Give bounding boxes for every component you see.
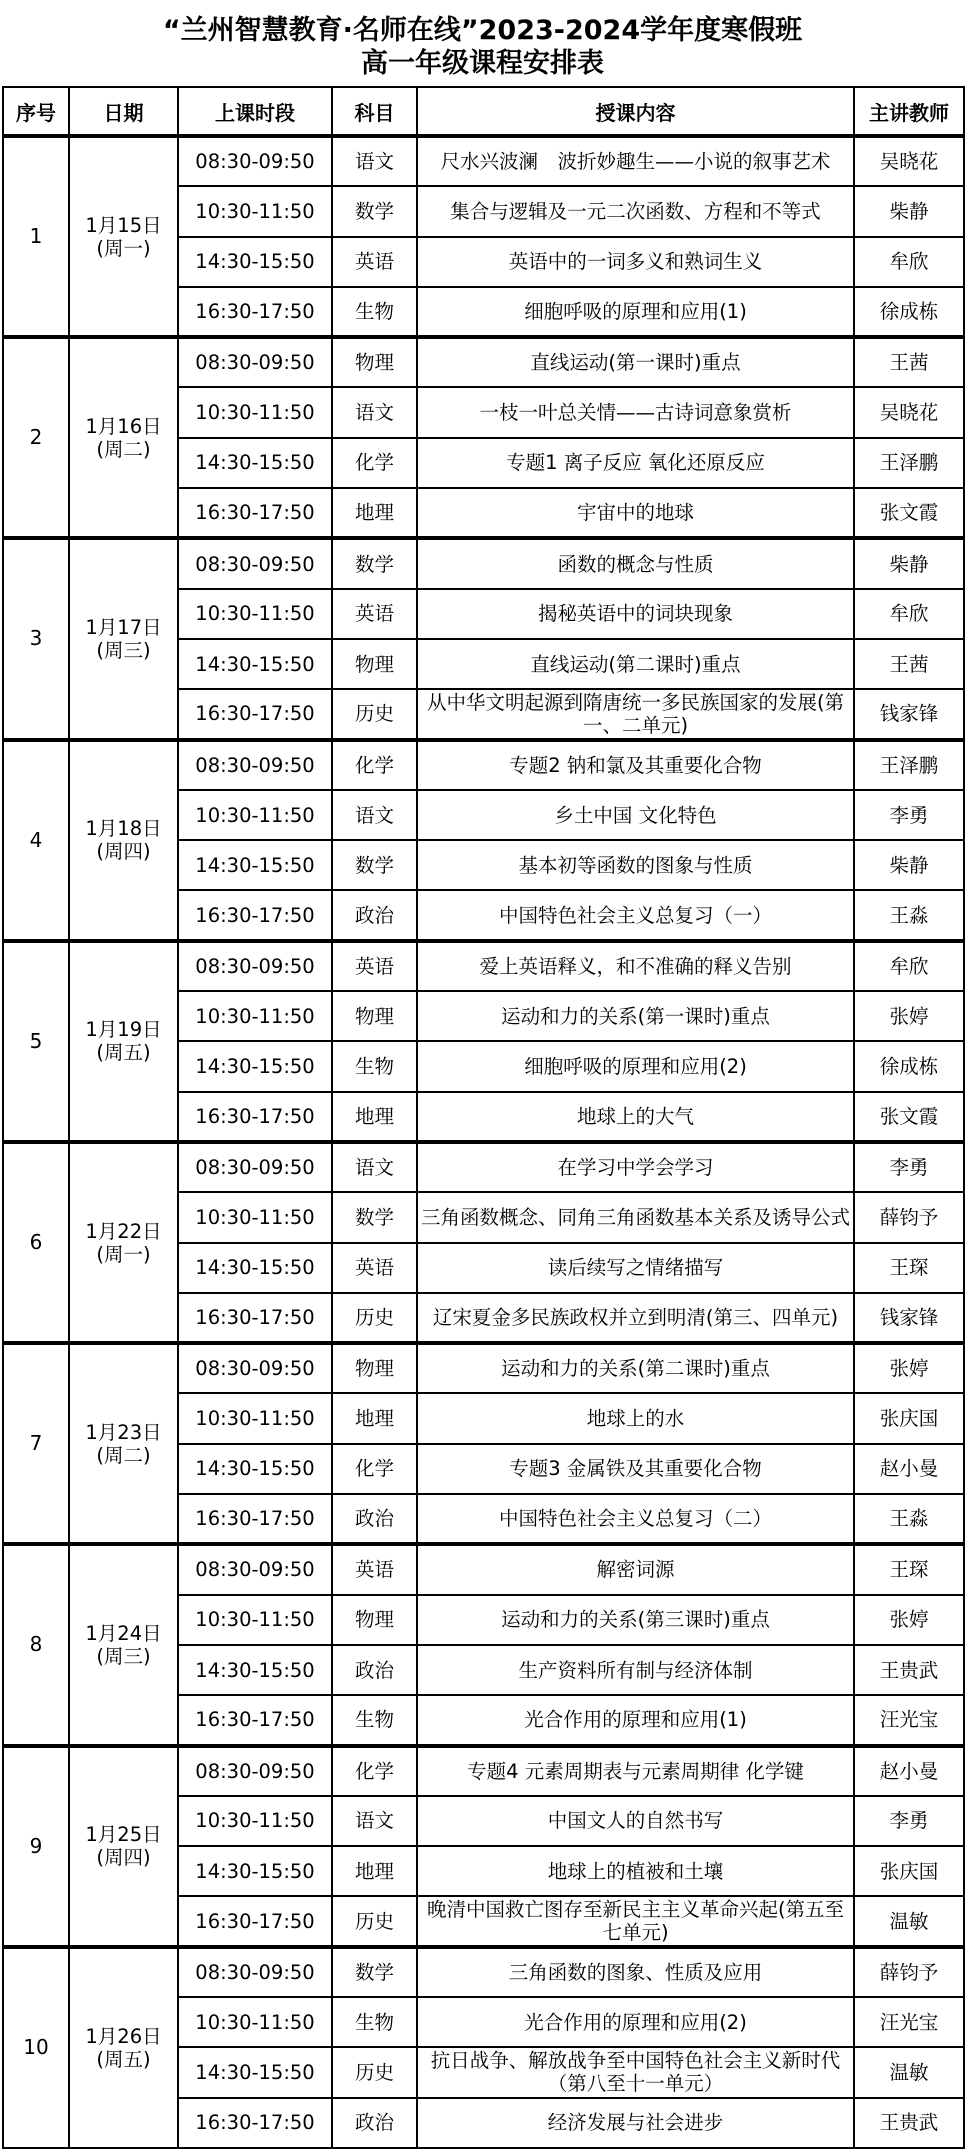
subject-cell: 数学 xyxy=(332,186,417,236)
weekday-text: (周一) xyxy=(96,236,151,260)
subject-cell: 语文 xyxy=(332,790,417,840)
subject-cell: 物理 xyxy=(332,1595,417,1645)
date-cell xyxy=(69,136,178,337)
time-cell: 14:30-15:50 xyxy=(178,639,332,689)
date-cell xyxy=(69,538,178,739)
date-text: 1月24日 xyxy=(85,1621,162,1645)
content-cell: 晚清中国救亡图存至新民主主义革命兴起(第五至七单元) xyxy=(417,1896,854,1946)
table-row xyxy=(3,1142,964,1192)
title-block xyxy=(0,0,965,86)
subject-cell: 历史 xyxy=(332,2047,417,2097)
teacher-cell: 柴静 xyxy=(854,538,964,588)
content-cell: 乡土中国 文化特色 xyxy=(417,790,854,840)
content-cell: 揭秘英语中的词块现象 xyxy=(417,589,854,639)
content-cell: 专题2 钠和氯及其重要化合物 xyxy=(417,740,854,790)
time-cell: 10:30-11:50 xyxy=(178,790,332,840)
time-cell: 10:30-11:50 xyxy=(178,1595,332,1645)
date-text: 1月25日 xyxy=(85,1823,162,1847)
session-number: 8 xyxy=(3,1544,69,1745)
content-cell: 在学习中学会学习 xyxy=(417,1142,854,1192)
time-cell: 10:30-11:50 xyxy=(178,1192,332,1242)
subject-cell: 英语 xyxy=(332,589,417,639)
header-row xyxy=(3,87,964,136)
teacher-cell: 牟欣 xyxy=(854,941,964,991)
header-teacher: 主讲教师 xyxy=(854,87,964,136)
time-cell: 14:30-15:50 xyxy=(178,1846,332,1896)
teacher-cell: 赵小曼 xyxy=(854,1444,964,1494)
subject-cell: 物理 xyxy=(332,337,417,387)
weekday-text: (周一) xyxy=(96,1242,151,1266)
subject-cell: 英语 xyxy=(332,1243,417,1293)
time-cell: 08:30-09:50 xyxy=(178,1142,332,1192)
table-row xyxy=(3,1343,964,1393)
time-cell: 16:30-17:50 xyxy=(178,1695,332,1745)
content-cell: 专题4 元素周期表与元素周期律 化学键 xyxy=(417,1746,854,1796)
subject-cell: 化学 xyxy=(332,438,417,488)
weekday-text: (周二) xyxy=(96,1443,151,1467)
subject-cell: 物理 xyxy=(332,991,417,1041)
weekday-text: (周三) xyxy=(96,1644,151,1668)
table-row xyxy=(3,1746,964,1796)
content-cell: 三角函数的图象、性质及应用 xyxy=(417,1947,854,1997)
time-cell: 14:30-15:50 xyxy=(178,237,332,287)
weekday-text: (周五) xyxy=(96,2047,151,2071)
content-cell: 爱上英语释义，和不准确的释义告别 xyxy=(417,941,854,991)
teacher-cell: 王淼 xyxy=(854,1494,964,1544)
date-text: 1月22日 xyxy=(85,1219,162,1243)
date-text: 1月17日 xyxy=(85,615,162,639)
content-cell: 专题3 金属铁及其重要化合物 xyxy=(417,1444,854,1494)
header-subject: 科目 xyxy=(332,87,417,136)
content-cell: 经济发展与社会进步 xyxy=(417,2098,854,2148)
teacher-cell: 吴晓花 xyxy=(854,136,964,186)
time-cell: 16:30-17:50 xyxy=(178,1293,332,1343)
teacher-cell: 王茜 xyxy=(854,639,964,689)
weekday-text: (周五) xyxy=(96,1041,151,1065)
teacher-cell: 牟欣 xyxy=(854,589,964,639)
header-time: 上课时段 xyxy=(178,87,332,136)
teacher-cell: 李勇 xyxy=(854,1796,964,1846)
content-cell: 地球上的水 xyxy=(417,1393,854,1443)
teacher-cell: 徐成栋 xyxy=(854,1041,964,1091)
date-cell xyxy=(69,740,178,941)
schedule-table xyxy=(2,86,965,2149)
subject-cell: 化学 xyxy=(332,740,417,790)
time-cell: 16:30-17:50 xyxy=(178,488,332,538)
time-cell: 10:30-11:50 xyxy=(178,991,332,1041)
teacher-cell: 王琛 xyxy=(854,1243,964,1293)
content-cell: 直线运动(第一课时)重点 xyxy=(417,337,854,387)
time-cell: 14:30-15:50 xyxy=(178,1041,332,1091)
time-cell: 08:30-09:50 xyxy=(178,136,332,186)
teacher-cell: 温敏 xyxy=(854,1896,964,1946)
date-text: 1月16日 xyxy=(85,414,162,438)
teacher-cell: 王泽鹏 xyxy=(854,740,964,790)
subject-cell: 历史 xyxy=(332,1293,417,1343)
teacher-cell: 赵小曼 xyxy=(854,1746,964,1796)
content-cell: 细胞呼吸的原理和应用(2) xyxy=(417,1041,854,1091)
content-cell: 读后续写之情绪描写 xyxy=(417,1243,854,1293)
date-cell xyxy=(69,1947,178,2148)
date-cell xyxy=(69,1544,178,1745)
subject-cell: 生物 xyxy=(332,1997,417,2047)
session-number: 10 xyxy=(3,1947,69,2148)
subject-cell: 政治 xyxy=(332,890,417,940)
page-subtitle: 高一年级课程安排表 xyxy=(361,48,604,79)
time-cell: 08:30-09:50 xyxy=(178,538,332,588)
table-row xyxy=(3,1947,964,1997)
table-row xyxy=(3,941,964,991)
teacher-cell: 张庆国 xyxy=(854,1393,964,1443)
time-cell: 10:30-11:50 xyxy=(178,186,332,236)
teacher-cell: 李勇 xyxy=(854,1142,964,1192)
subject-cell: 历史 xyxy=(332,689,417,739)
teacher-cell: 钱家锋 xyxy=(854,1293,964,1343)
weekday-text: (周四) xyxy=(96,1846,151,1870)
time-cell: 14:30-15:50 xyxy=(178,2047,332,2097)
teacher-cell: 王泽鹏 xyxy=(854,438,964,488)
teacher-cell: 王琛 xyxy=(854,1544,964,1594)
table-row xyxy=(3,1544,964,1594)
content-cell: 直线运动(第二课时)重点 xyxy=(417,639,854,689)
subject-cell: 语文 xyxy=(332,387,417,437)
content-cell: 细胞呼吸的原理和应用(1) xyxy=(417,287,854,337)
teacher-cell: 柴静 xyxy=(854,186,964,236)
content-cell: 集合与逻辑及一元二次函数、方程和不等式 xyxy=(417,186,854,236)
date-text: 1月23日 xyxy=(85,1420,162,1444)
time-cell: 14:30-15:50 xyxy=(178,1645,332,1695)
session-number: 2 xyxy=(3,337,69,538)
subject-cell: 语文 xyxy=(332,136,417,186)
time-cell: 10:30-11:50 xyxy=(178,1393,332,1443)
teacher-cell: 张婷 xyxy=(854,991,964,1041)
time-cell: 10:30-11:50 xyxy=(178,1997,332,2047)
time-cell: 16:30-17:50 xyxy=(178,1896,332,1946)
date-cell xyxy=(69,941,178,1142)
subject-cell: 数学 xyxy=(332,538,417,588)
subject-cell: 生物 xyxy=(332,1695,417,1745)
subject-cell: 数学 xyxy=(332,1947,417,1997)
content-cell: 基本初等函数的图象与性质 xyxy=(417,840,854,890)
time-cell: 08:30-09:50 xyxy=(178,1343,332,1393)
time-cell: 08:30-09:50 xyxy=(178,337,332,387)
date-text: 1月26日 xyxy=(85,2024,162,2048)
teacher-cell: 张婷 xyxy=(854,1343,964,1393)
subject-cell: 化学 xyxy=(332,1746,417,1796)
content-cell: 辽宋夏金多民族政权并立到明清(第三、四单元) xyxy=(417,1293,854,1343)
content-cell: 从中华文明起源到隋唐统一多民族国家的发展(第一、二单元) xyxy=(417,689,854,739)
table-row xyxy=(3,136,964,186)
header-index: 序号 xyxy=(3,87,69,136)
teacher-cell: 汪光宝 xyxy=(854,1695,964,1745)
content-cell: 运动和力的关系(第三课时)重点 xyxy=(417,1595,854,1645)
content-cell: 中国文人的自然书写 xyxy=(417,1796,854,1846)
date-text: 1月18日 xyxy=(85,817,162,841)
header-date: 日期 xyxy=(69,87,178,136)
subject-cell: 历史 xyxy=(332,1896,417,1946)
time-cell: 08:30-09:50 xyxy=(178,1746,332,1796)
time-cell: 16:30-17:50 xyxy=(178,1494,332,1544)
teacher-cell: 张文霞 xyxy=(854,488,964,538)
subject-cell: 地理 xyxy=(332,1846,417,1896)
content-cell: 地球上的植被和土壤 xyxy=(417,1846,854,1896)
table-row xyxy=(3,538,964,588)
teacher-cell: 吴晓花 xyxy=(854,387,964,437)
weekday-text: (周三) xyxy=(96,638,151,662)
weekday-text: (周二) xyxy=(96,437,151,461)
weekday-text: (周四) xyxy=(96,840,151,864)
subject-cell: 生物 xyxy=(332,287,417,337)
content-cell: 宇宙中的地球 xyxy=(417,488,854,538)
time-cell: 16:30-17:50 xyxy=(178,287,332,337)
date-cell xyxy=(69,1746,178,1947)
header-content: 授课内容 xyxy=(417,87,854,136)
subject-cell: 英语 xyxy=(332,941,417,991)
content-cell: 英语中的一词多义和熟词生义 xyxy=(417,237,854,287)
teacher-cell: 张庆国 xyxy=(854,1846,964,1896)
content-cell: 运动和力的关系(第二课时)重点 xyxy=(417,1343,854,1393)
subject-cell: 数学 xyxy=(332,840,417,890)
time-cell: 14:30-15:50 xyxy=(178,1444,332,1494)
content-cell: 解密词源 xyxy=(417,1544,854,1594)
subject-cell: 政治 xyxy=(332,1645,417,1695)
session-number: 4 xyxy=(3,740,69,941)
subject-cell: 化学 xyxy=(332,1444,417,1494)
teacher-cell: 王淼 xyxy=(854,890,964,940)
time-cell: 14:30-15:50 xyxy=(178,840,332,890)
content-cell: 函数的概念与性质 xyxy=(417,538,854,588)
subject-cell: 政治 xyxy=(332,1494,417,1544)
time-cell: 10:30-11:50 xyxy=(178,589,332,639)
date-cell xyxy=(69,1343,178,1544)
content-cell: 运动和力的关系(第一课时)重点 xyxy=(417,991,854,1041)
date-cell xyxy=(69,1142,178,1343)
subject-cell: 数学 xyxy=(332,1192,417,1242)
content-cell: 中国特色社会主义总复习（二） xyxy=(417,1494,854,1544)
subject-cell: 语文 xyxy=(332,1796,417,1846)
session-number: 3 xyxy=(3,538,69,739)
schedule-body xyxy=(3,136,964,2148)
time-cell: 08:30-09:50 xyxy=(178,740,332,790)
time-cell: 10:30-11:50 xyxy=(178,387,332,437)
content-cell: 生产资料所有制与经济体制 xyxy=(417,1645,854,1695)
time-cell: 16:30-17:50 xyxy=(178,2098,332,2148)
teacher-cell: 钱家锋 xyxy=(854,689,964,739)
subject-cell: 地理 xyxy=(332,1092,417,1142)
teacher-cell: 王贵武 xyxy=(854,1645,964,1695)
subject-cell: 政治 xyxy=(332,2098,417,2148)
time-cell: 14:30-15:50 xyxy=(178,1243,332,1293)
date-text: 1月15日 xyxy=(85,213,162,237)
time-cell: 14:30-15:50 xyxy=(178,438,332,488)
content-cell: 中国特色社会主义总复习（一） xyxy=(417,890,854,940)
teacher-cell: 温敏 xyxy=(854,2047,964,2097)
time-cell: 10:30-11:50 xyxy=(178,1796,332,1846)
subject-cell: 物理 xyxy=(332,639,417,689)
teacher-cell: 李勇 xyxy=(854,790,964,840)
content-cell: 专题1 离子反应 氧化还原反应 xyxy=(417,438,854,488)
time-cell: 08:30-09:50 xyxy=(178,1947,332,1997)
teacher-cell: 柴静 xyxy=(854,840,964,890)
teacher-cell: 薛钧予 xyxy=(854,1192,964,1242)
teacher-cell: 王茜 xyxy=(854,337,964,387)
subject-cell: 语文 xyxy=(332,1142,417,1192)
session-number: 6 xyxy=(3,1142,69,1343)
table-row xyxy=(3,740,964,790)
content-cell: 抗日战争、解放战争至中国特色社会主义新时代（第八至十一单元） xyxy=(417,2047,854,2097)
session-number: 7 xyxy=(3,1343,69,1544)
time-cell: 08:30-09:50 xyxy=(178,1544,332,1594)
time-cell: 08:30-09:50 xyxy=(178,941,332,991)
date-text: 1月19日 xyxy=(85,1018,162,1042)
session-number: 5 xyxy=(3,941,69,1142)
subject-cell: 英语 xyxy=(332,1544,417,1594)
teacher-cell: 张文霞 xyxy=(854,1092,964,1142)
content-cell: 尺水兴波澜 波折妙趣生——小说的叙事艺术 xyxy=(417,136,854,186)
subject-cell: 英语 xyxy=(332,237,417,287)
time-cell: 16:30-17:50 xyxy=(178,890,332,940)
session-number: 9 xyxy=(3,1746,69,1947)
time-cell: 16:30-17:50 xyxy=(178,1092,332,1142)
teacher-cell: 牟欣 xyxy=(854,237,964,287)
subject-cell: 地理 xyxy=(332,1393,417,1443)
date-cell xyxy=(69,337,178,538)
teacher-cell: 汪光宝 xyxy=(854,1997,964,2047)
content-cell: 一枝一叶总关情——古诗词意象赏析 xyxy=(417,387,854,437)
teacher-cell: 张婷 xyxy=(854,1595,964,1645)
time-cell: 16:30-17:50 xyxy=(178,689,332,739)
subject-cell: 物理 xyxy=(332,1343,417,1393)
teacher-cell: 王贵武 xyxy=(854,2098,964,2148)
teacher-cell: 徐成栋 xyxy=(854,287,964,337)
subject-cell: 地理 xyxy=(332,488,417,538)
page-title: “兰州智慧教育·名师在线”2023-2024学年度寒假班 xyxy=(162,15,803,46)
content-cell: 光合作用的原理和应用(2) xyxy=(417,1997,854,2047)
table-row xyxy=(3,337,964,387)
session-number: 1 xyxy=(3,136,69,337)
subject-cell: 生物 xyxy=(332,1041,417,1091)
content-cell: 地球上的大气 xyxy=(417,1092,854,1142)
content-cell: 三角函数概念、同角三角函数基本关系及诱导公式 xyxy=(417,1192,854,1242)
content-cell: 光合作用的原理和应用(1) xyxy=(417,1695,854,1745)
teacher-cell: 薛钧予 xyxy=(854,1947,964,1997)
